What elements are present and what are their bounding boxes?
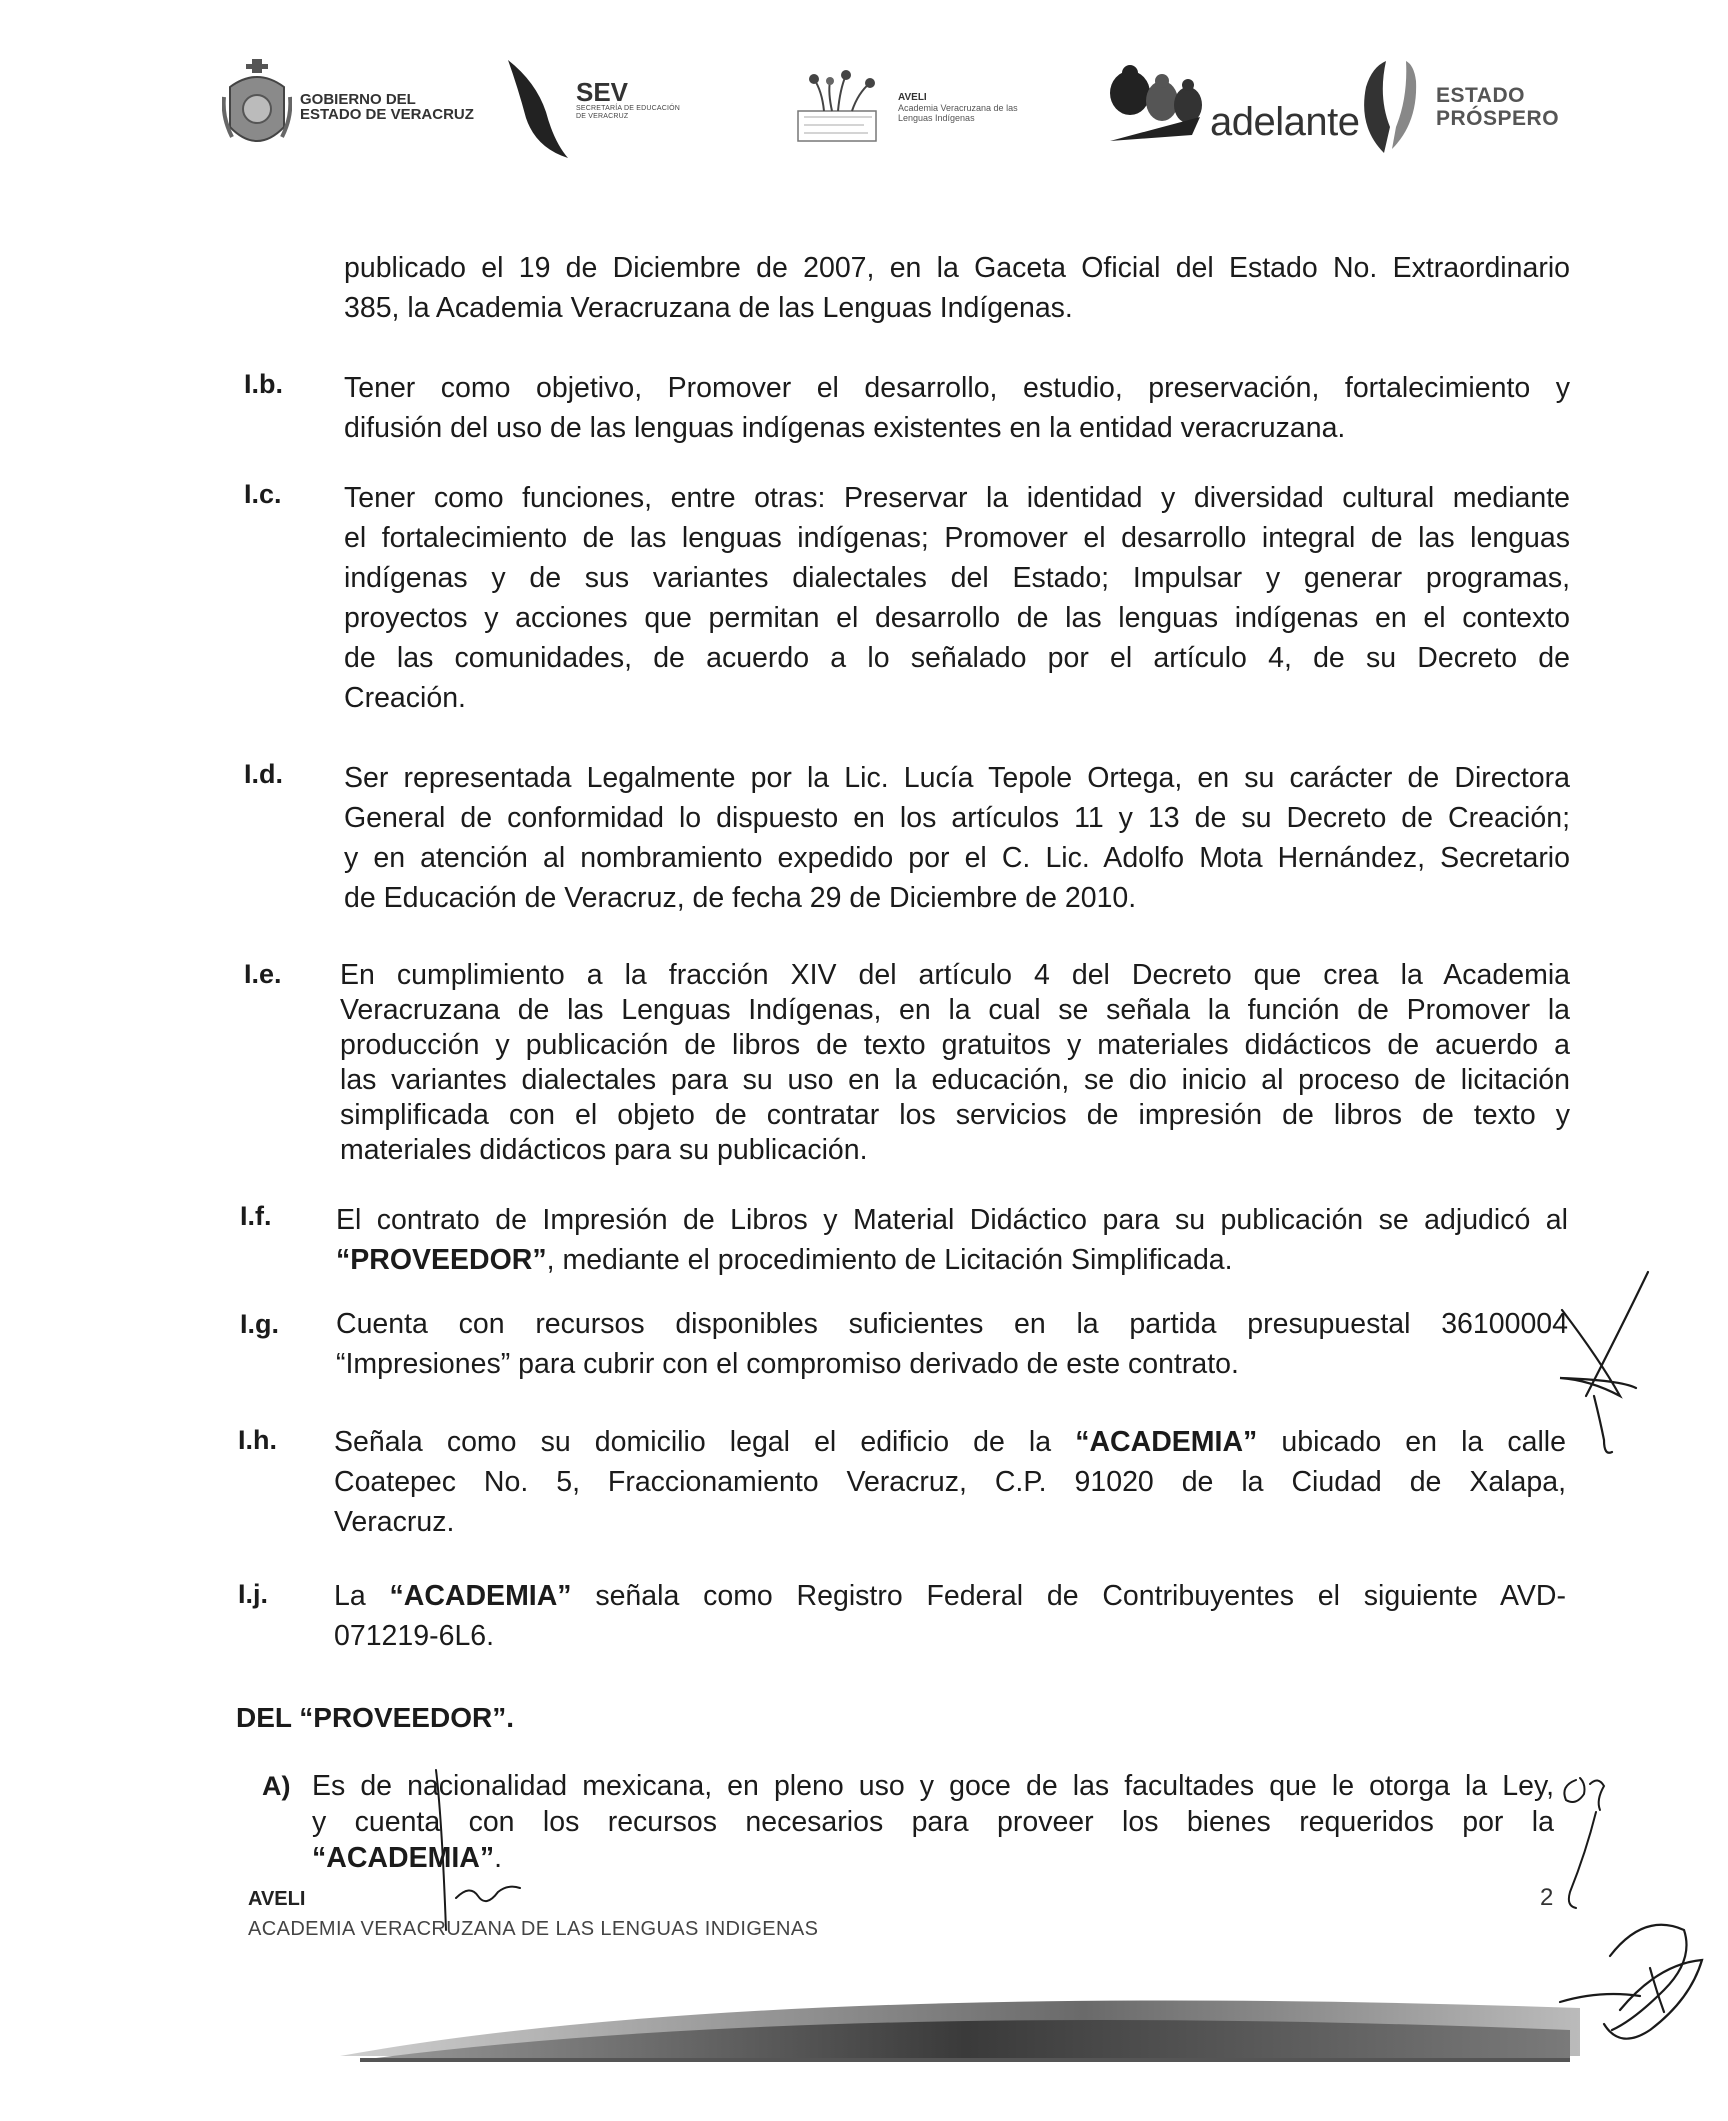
estado-prospero-logo xyxy=(1356,52,1559,162)
clause-line-rest: , mediante el procedimiento de Licitación Simplificada. xyxy=(546,1244,1233,1276)
clause-line xyxy=(312,1840,1554,1876)
clause-line: Veracruz. xyxy=(334,1506,455,1538)
clause-ie-text xyxy=(340,958,1570,1168)
footer-swoosh-graphic xyxy=(0,1960,1728,2120)
prospero-leaf-icon xyxy=(1356,57,1426,157)
sev-logo xyxy=(506,52,680,162)
clause-line: 071219-6L6. xyxy=(334,1620,495,1652)
veracruz-coat-of-arms-icon xyxy=(222,57,292,157)
adelante-logo-text: adelante xyxy=(1210,99,1360,144)
proveedor-term: “PROVEEDOR” xyxy=(336,1244,547,1276)
clause-label: I.b. xyxy=(244,369,283,399)
intro-line: 385, la Academia Veracruzana de las Lenguas Indígenas. xyxy=(344,292,1073,324)
clause-line: y en atención al nombramiento expedido por el C. Lic. Adolfo Mota Hernández, Secretario xyxy=(344,842,1570,874)
clause-line xyxy=(334,1422,1566,1462)
clause-if-text xyxy=(336,1200,1568,1280)
veracruz-logo-line2: ESTADO DE VERACRUZ xyxy=(300,106,474,123)
prospero-logo-line1: ESTADO xyxy=(1436,84,1525,107)
clause-line: de Educación de Veracruz, de fecha 29 de Diciembre de 2010. xyxy=(344,882,1137,914)
clause-line: General de conformidad lo dispuesto en los artículos 11 y 13 de su Decreto de Creación; xyxy=(344,802,1570,834)
clause-line: Tener como objetivo, Promover el desarrollo, estudio, preservación, fortalecimiento y xyxy=(344,372,1570,404)
aveli-header-logo xyxy=(794,52,1018,162)
clause-label: A) xyxy=(262,1771,291,1801)
clause-line-pre: La xyxy=(334,1580,390,1612)
aveli-logo-sub2: Lenguas Indígenas xyxy=(898,112,975,123)
clause-line: proyectos y acciones que permitan el desarrollo de las lenguas indígenas en el contexto xyxy=(344,602,1570,634)
margin-initials-mark xyxy=(1560,1272,1648,1453)
clause-line: producción y publicación de libros de texto gratuitos y materiales didácticos de acuerdo a xyxy=(340,1029,1570,1061)
clause-ic-text xyxy=(344,478,1570,718)
sev-logo-main: SEV xyxy=(576,77,629,107)
clause-line xyxy=(334,1576,1566,1616)
clause-line: Coatepec No. 5, Fraccionamiento Veracruz, C.P. 91020 de la Ciudad de Xalapa, xyxy=(334,1466,1566,1498)
margin-signature-mark xyxy=(1564,1778,1604,1908)
clause-ig-text xyxy=(336,1304,1568,1384)
adelante-figures-icon xyxy=(1100,57,1220,157)
sev-logo-sub1: SECRETARÍA DE EDUCACIÓN xyxy=(576,105,681,112)
clause-line-rest: . xyxy=(494,1842,502,1874)
clause-label: I.f. xyxy=(240,1201,272,1231)
clause-line: de las comunidades, de acuerdo a lo señalado por el artículo 4, de su Decreto de xyxy=(344,642,1570,674)
clause-line: Tener como funciones, entre otras: Preservar la identidad y diversidad cultural mediante xyxy=(344,482,1570,514)
clause-label: I.g. xyxy=(240,1309,279,1339)
aveli-logo-sub1: Academia Veracruzana de las xyxy=(898,102,1018,113)
sev-logo-sub2: DE VERACRUZ xyxy=(576,113,629,120)
footer-subtitle: ACADEMIA VERACRUZANA DE LAS LENGUAS INDIGENAS xyxy=(248,1918,819,1940)
clause-line: materiales didácticos para su publicación. xyxy=(340,1134,868,1166)
prospero-logo-line2: PRÓSPERO xyxy=(1436,107,1560,130)
clause-line: Veracruzana de las Lenguas Indígenas, en la cual se señala la función de Promover la xyxy=(340,994,1570,1026)
clause-line: el fortalecimiento de las lenguas indígenas; Promover el desarrollo integral de las lenguas xyxy=(344,522,1570,554)
clause-ih-text xyxy=(334,1422,1566,1542)
clause-line: y cuenta con los recursos necesarios para proveer los bienes requeridos por la xyxy=(312,1806,1554,1838)
intro-paragraph xyxy=(344,248,1570,328)
footer-brand: AVELI xyxy=(248,1888,306,1910)
clause-line: El contrato de Impresión de Libros y Material Didáctico para su publicación se adjudicó al xyxy=(336,1204,1568,1236)
clause-line: Ser representada Legalmente por la Lic. Lucía Tepole Ortega, en su carácter de Directora xyxy=(344,762,1570,794)
clause-line: las variantes dialectales para su uso en la educación, se dio inicio al proceso de licitación xyxy=(340,1064,1570,1096)
veracruz-government-logo xyxy=(222,52,474,162)
clause-line-pre: Señala como su domicilio legal el edificio de la xyxy=(334,1426,1076,1458)
sev-swoosh-icon xyxy=(506,52,572,162)
clause-line: difusión del uso de las lenguas indígenas existentes en la entidad veracruzana. xyxy=(344,412,1346,444)
clause-label: I.c. xyxy=(244,479,282,509)
clause-line: simplificada con el objeto de contratar los servicios de impresión de libros de texto y xyxy=(340,1099,1570,1131)
clause-line: Es de nacionalidad mexicana, en pleno uso y goce de las facultades que le otorga la Ley, xyxy=(312,1770,1554,1802)
aveli-logo-main: AVELI xyxy=(898,91,927,103)
academia-term: “ACADEMIA” xyxy=(312,1842,495,1874)
clause-line: Cuenta con recursos disponibles suficientes en la partida presupuestal 36100004 xyxy=(336,1308,1568,1340)
clause-id-text xyxy=(344,758,1570,918)
clause-line-post: ubicado en la calle xyxy=(1257,1426,1566,1458)
clause-line: Creación. xyxy=(344,682,466,714)
section-heading-proveedor: DEL “PROVEEDOR”. xyxy=(236,1702,514,1733)
aveli-flowers-icon xyxy=(794,67,894,147)
clause-line-post: señala como Registro Federal de Contribuyentes el siguiente AVD- xyxy=(571,1580,1566,1612)
clause-line: indígenas y de sus variantes dialectales del Estado; Impulsar y generar programas, xyxy=(344,562,1570,594)
clause-a-text xyxy=(312,1768,1554,1876)
clause-ij-text xyxy=(334,1576,1566,1656)
academia-term: “ACADEMIA” xyxy=(1075,1426,1258,1458)
adelante-logo xyxy=(1100,52,1359,162)
intro-line: publicado el 19 de Diciembre de 2007, en la Gaceta Oficial del Estado No. Extraordinario xyxy=(344,252,1570,284)
veracruz-logo-line1: GOBIERNO DEL xyxy=(300,91,416,108)
academia-term: “ACADEMIA” xyxy=(389,1580,572,1612)
clause-label: I.j. xyxy=(238,1579,269,1609)
clause-label: I.e. xyxy=(244,959,282,989)
clause-label: I.h. xyxy=(238,1425,277,1455)
clause-ib-text xyxy=(344,368,1570,448)
clause-label: I.d. xyxy=(244,759,283,789)
page-number: 2 xyxy=(1540,1884,1554,1911)
clause-line: “Impresiones” para cubrir con el compromiso derivado de este contrato. xyxy=(336,1348,1239,1380)
clause-line xyxy=(336,1240,1568,1280)
clause-line: En cumplimiento a la fracción XIV del artículo 4 del Decreto que crea la Academia xyxy=(340,959,1570,991)
